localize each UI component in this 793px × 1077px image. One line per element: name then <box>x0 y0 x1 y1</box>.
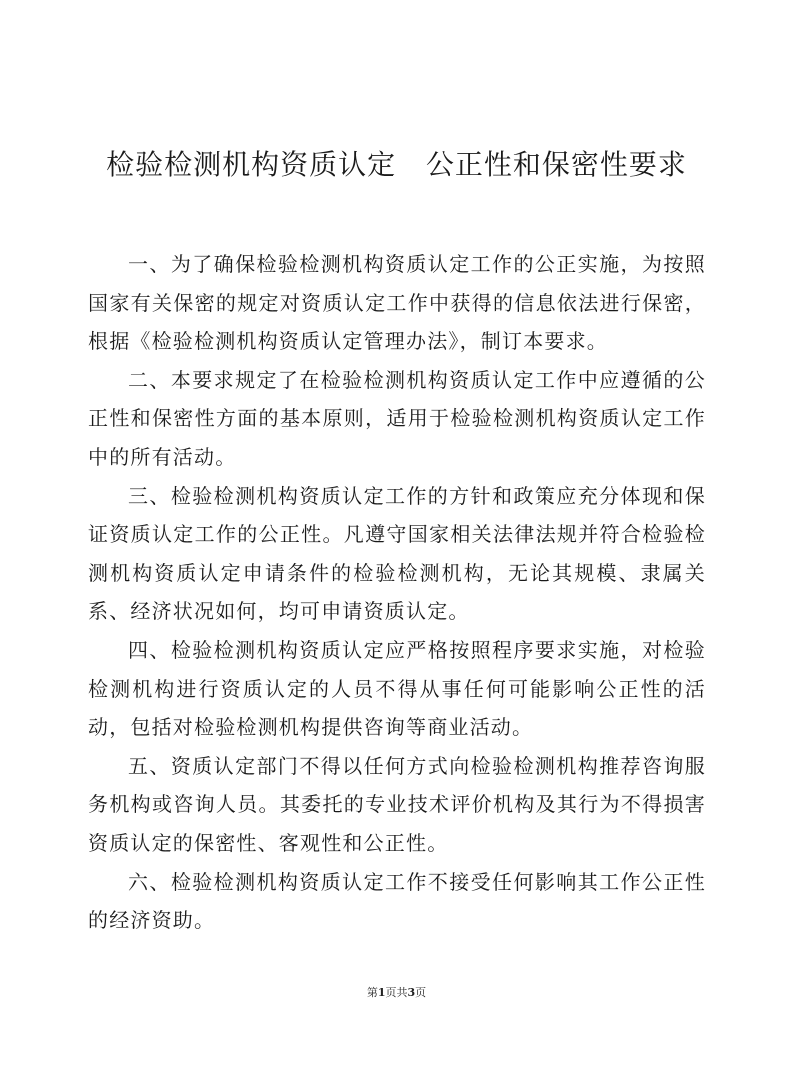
paragraph-1: 一、为了确保检验检测机构资质认定工作的公正实施，为按照国家有关保密的规定对资质认定工作中获得的信息依法进行保密，根据《检验检测机构资质认定管理办法》，制订本要求。 <box>88 252 706 354</box>
paragraph-4: 四、检验检测机构资质认定应严格按照程序要求实施，对检验检测机构进行资质认定的人员不得从事任何可能影响公正性的活动，包括对检验检测机构提供咨询等商业活动。 <box>88 637 706 740</box>
footer-suffix: 页 <box>415 986 427 999</box>
page-footer <box>0 985 793 1001</box>
total-pages-number: 3 <box>407 986 416 999</box>
paragraph-5: 五、资质认定部门不得以任何方式向检验检测机构推荐咨询服务机构或咨询人员。其委托的专业技术评价机构及其行为不得损害资质认定的保密性、客观性和公正性。 <box>88 753 706 855</box>
document-body <box>88 245 706 940</box>
paragraph-2: 二、本要求规定了在检验检测机构资质认定工作中应遵循的公正性和保密性方面的基本原则，适用于检验检测机构资质认定工作中的所有活动。 <box>88 367 706 469</box>
paragraph-3: 三、检验检测机构资质认定工作的方针和政策应充分体现和保证资质认定工作的公正性。凡遵守国家相关法律法规并符合检验检测机构资质认定申请条件的检验检测机构，无论其规模、隶属关系、经济状况如何，均可申请资质认定。 <box>88 483 706 624</box>
document-title: 检验检测机构资质认定 公正性和保密性要求 <box>106 148 687 181</box>
footer-prefix: 第 <box>366 986 378 999</box>
paragraph-6: 六、检验检测机构资质认定工作不接受任何影响其工作公正性的经济资助。 <box>88 869 706 933</box>
footer-middle: 页共 <box>385 986 408 999</box>
current-page-number: 1 <box>377 986 386 999</box>
